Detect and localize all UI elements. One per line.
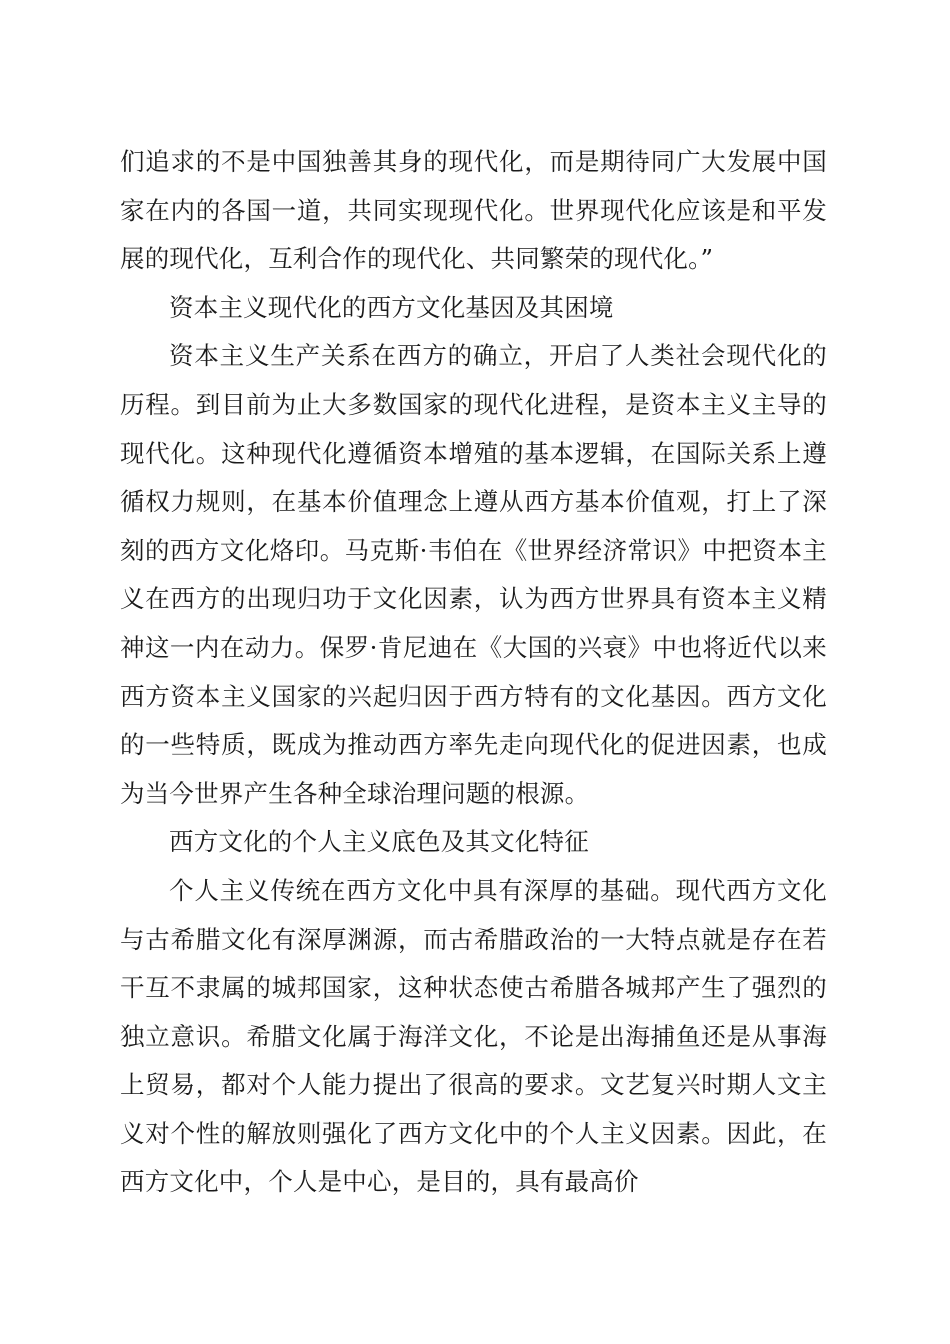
- paragraph-continuation: 们追求的不是中国独善其身的现代化，而是期待同广大发展中国家在内的各国一道，共同实现现代化。世界现代化应该是和平发展的现代化，互利合作的现代化、共同繁荣的现代化。”: [120, 147, 827, 274]
- section-heading-individualism: 西方文化的个人主义底色及其文化特征: [169, 827, 589, 857]
- document-body: [120, 138, 827, 1207]
- paragraph-capitalist-relations: 资本主义生产关系在西方的确立，开启了人类社会现代化的历程。到目前为止大多数国家的现代化进程，是资本主义主导的现代化。这种现代化遵循资本增殖的基本逻辑，在国际关系上遵循权力规则，在基本价值理念上遵从西方基本价值观，打上了深刻的西方文化烙印。马克斯·韦伯在《世界经济常识》中把资本主义在西方的出现归功于文化因素，认为西方世界具有资本主义精神这一内在动力。保罗·肯尼迪在《大国的兴衰》中也将近代以来西方资本主义国家的兴起归因于西方特有的文化基因。西方文化的一些特质，既成为推动西方率先走向现代化的促进因素，也成为当今世界产生各种全球治理问题的根源。: [120, 341, 827, 808]
- paragraph-individualism-tradition: 个人主义传统在西方文化中具有深厚的基础。现代西方文化与古希腊文化有深厚渊源，而古希腊政治的一大特点就是存在若干互不隶属的城邦国家，这种状态使古希腊各城邦产生了强烈的独立意识。希腊文化属于海洋文化，不论是出海捕鱼还是从事海上贸易，都对个人能力提出了很高的要求。文艺复兴时期人文主义对个性的解放则强化了西方文化中的个人主义因素。因此，在西方文化中，个人是中心，是目的，具有最高价: [120, 875, 827, 1197]
- section-heading-capitalist-modernization: 资本主义现代化的西方文化基因及其困境: [169, 292, 614, 322]
